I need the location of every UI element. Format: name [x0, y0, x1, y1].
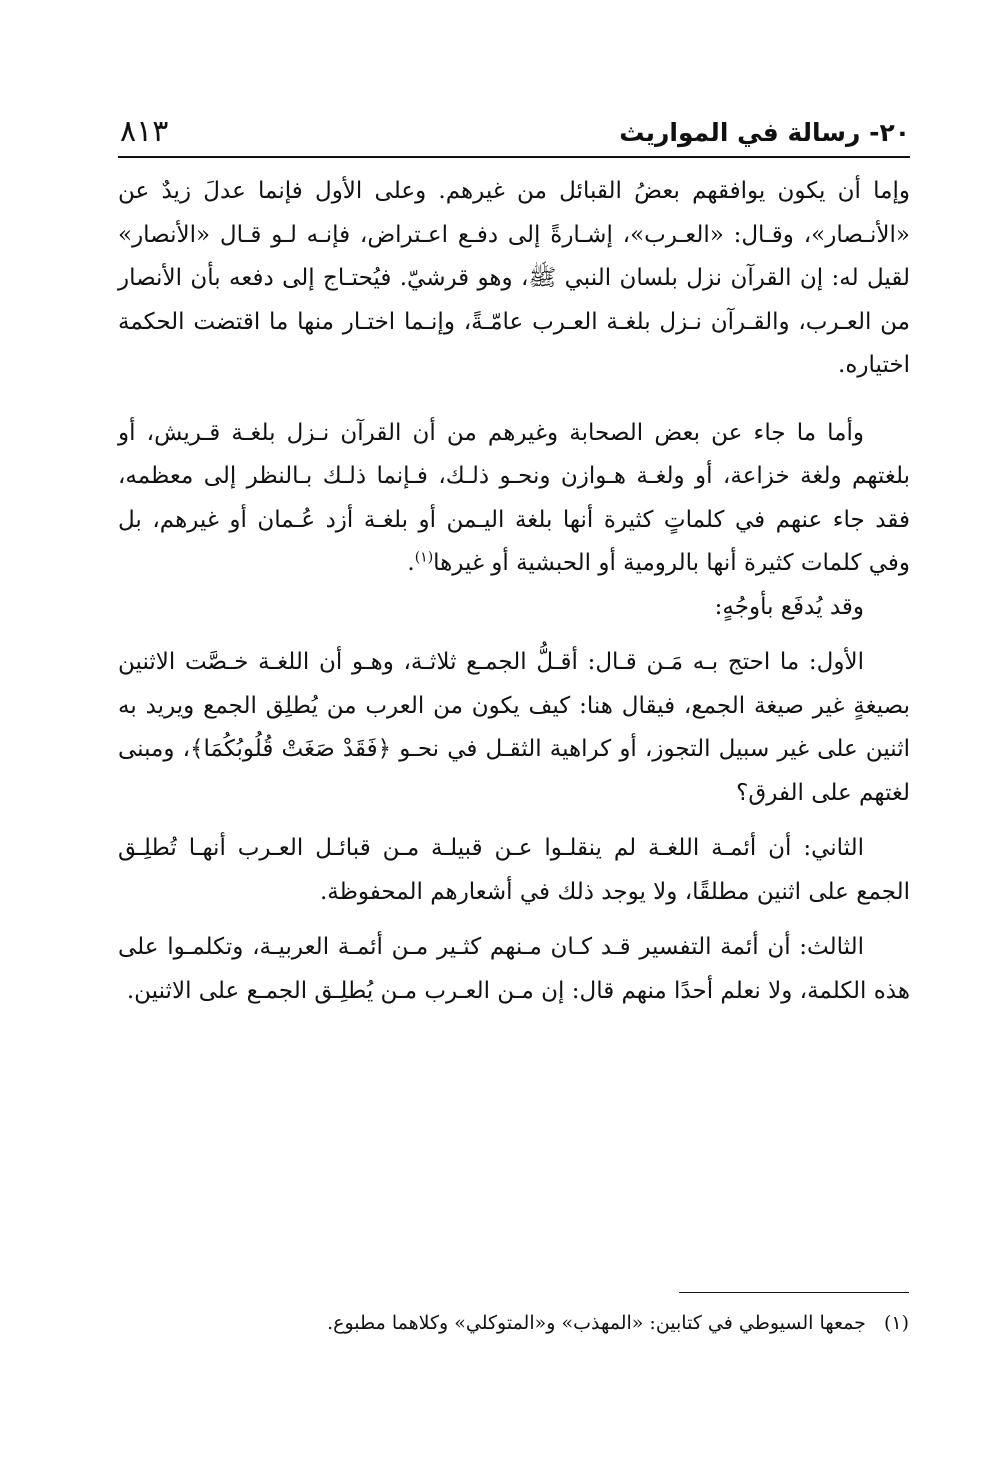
- running-header: [120, 108, 910, 160]
- paragraph-4: الأول: ما احتج بـه مَـن قـال: أقـلُّ الجمـع ثلاثـة، وهـو أن اللغـة خـصَّت الاثنين بصيغةٍ غير صيغة الجمع، فيقال هنا: كيف يكون من العرب من يُطلِق الجمع ويريد به اثنين على غير سبيل التجوز، أو كراهية الثقـل في نحـو ﴿فَقَدْ صَغَتْ قُلُوبُكُمَا﴾، ومبنى لغتهم على الفرق؟: [118, 649, 910, 806]
- paragraph-5: الثاني: أن أئمـة اللغـة لم ينقلـوا عـن قبيلـة مـن قبائـل العـرب أنهـا تُطلِـق الجمع على اثنين مطلقًا، ولا يوجد ذلك في أشعارهم المحفوظة.: [118, 835, 910, 905]
- footnote-marker: (١): [883, 1312, 909, 1334]
- paragraph-2-end: .: [407, 550, 415, 576]
- footnote: [117, 1307, 909, 1339]
- paragraph-3: وقد يُدفَع بأوجُهٍ:: [714, 593, 864, 620]
- header-rule: [118, 156, 910, 158]
- paragraph-6: الثالث: أن أئمة التفسير قـد كـان مـنهم كثـير مـن أئمـة العربيـة، وتكلمـوا على هذه الكلمة، ولا نعلم أحدًا منهم قال: إن مـن العـرب مـن يُطلِـق الجمـع على الاثنين.: [118, 934, 910, 1004]
- main-text: [118, 170, 910, 1013]
- paragraph-1: وإما أن يكون يوافقهم بعضُ القبائل من غيرهم. وعلى الأول فإنما عدلَ زيدٌ عن «الأنـصار»، وقـال: «العـرب»، إشـارةً إلى دفـع اعـتراض، فإنـه لـو قـال «الأنصار» لقيل له: إن القرآن نزل بلسان النبي ﷺ، وهو قرشيّ. فيُحتـاج إلى دفعه بأن الأنصار من العـرب، والقـرآن نـزل بلغـة العـرب عامّـةً، وإنـما اختـار منها ما اقتضت الحكمة اختياره.: [118, 178, 910, 378]
- paragraph-2-text: وأما ما جاء عن بعض الصحابة وغيرهم من أن القرآن نـزل بلغـة قـريش، أو بلغتهم ولغة خزاعة، أو ولغـة هـوازن ونحـو ذلـك، فـإنما ذلـك بـالنظر إلى معظمه، فقد جاء عنهم في كلماتٍ كثيرة أنها بلغة اليـمن أو بلغـة أزد عُـمان أو غيرهم، بل وفي كلمات كثيرة أنها بالرومية أو الحبشية أو غيرها: [118, 419, 910, 576]
- footnote-text: جمعها السيوطي في كتابين: «المهذب» و«المتوكلي» وكلاهما مطبوع.: [327, 1312, 866, 1334]
- section-title: ٢٠- رسالة في المواريث: [619, 118, 910, 147]
- footnote-separator: [679, 1292, 909, 1293]
- page-number: ٨١٣: [120, 114, 169, 149]
- footnote-reference[interactable]: (١): [414, 549, 434, 566]
- paragraph-2: [118, 412, 910, 586]
